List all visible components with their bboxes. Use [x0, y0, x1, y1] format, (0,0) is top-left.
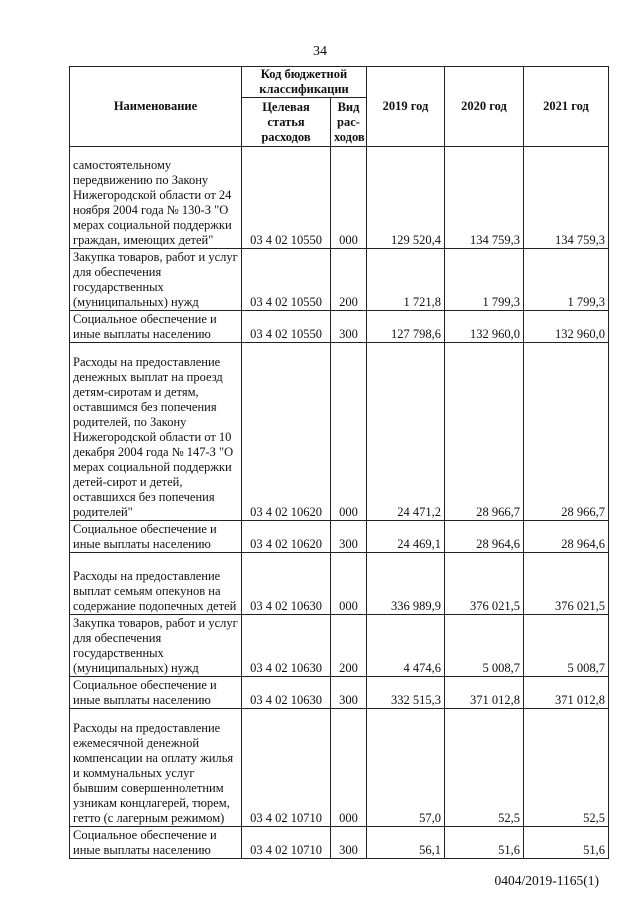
row-name: Закупка товаров, работ и услуг для обеспечения государственных (муниципальных) нужд: [70, 615, 242, 677]
row-expense-type: 000: [331, 343, 367, 521]
row-name: Расходы на предоставление выплат семьям опекунов на содержание подопечных детей: [70, 553, 242, 615]
row-expense-type: 300: [331, 677, 367, 709]
row-code: 03 4 02 10710: [242, 827, 331, 859]
row-2021: 52,5: [524, 709, 609, 827]
row-2020: 51,6: [445, 827, 524, 859]
row-2021: 376 021,5: [524, 553, 609, 615]
row-name: Расходы на предоставление денежных выплат на проезд детям-сиротам и детям, оставшимся без попечения родителей, по Закону Нижегородской области от 10 декабря 2004 года № 147-З "О мерах социальной поддержки детей-сирот и детей, оставшихся без попечения родителей": [70, 343, 242, 521]
row-2019: 4 474,6: [367, 615, 445, 677]
table-row: [70, 709, 609, 827]
table-row: [70, 147, 609, 249]
row-expense-type: 300: [331, 521, 367, 553]
row-2021: 5 008,7: [524, 615, 609, 677]
row-2019: 57,0: [367, 709, 445, 827]
row-2021: 1 799,3: [524, 249, 609, 311]
row-name: Социальное обеспечение и иные выплаты населению: [70, 311, 242, 343]
row-2021: 134 759,3: [524, 147, 609, 249]
row-name: Социальное обеспечение и иные выплаты населению: [70, 827, 242, 859]
header-budget-code: Код бюджетной классификации: [242, 67, 367, 98]
row-code: 03 4 02 10630: [242, 677, 331, 709]
table-row: [70, 677, 609, 709]
row-expense-type: 300: [331, 311, 367, 343]
row-2020: 376 021,5: [445, 553, 524, 615]
row-name: Расходы на предоставление ежемесячной денежной компенсации на оплату жилья и коммунальных услуг бывшим совершеннолетним узникам концлагерей, тюрем, гетто (с лагерным режимом): [70, 709, 242, 827]
row-2019: 1 721,8: [367, 249, 445, 311]
row-2020: 52,5: [445, 709, 524, 827]
table-row: [70, 311, 609, 343]
row-2021: 28 966,7: [524, 343, 609, 521]
row-expense-type: 000: [331, 709, 367, 827]
table-row: [70, 249, 609, 311]
header-2020: 2020 год: [445, 67, 524, 147]
row-2020: 371 012,8: [445, 677, 524, 709]
row-code: 03 4 02 10710: [242, 709, 331, 827]
row-code: 03 4 02 10630: [242, 553, 331, 615]
row-code: 03 4 02 10550: [242, 147, 331, 249]
table-row: [70, 553, 609, 615]
row-2019: 56,1: [367, 827, 445, 859]
row-expense-type: 200: [331, 249, 367, 311]
row-2019: 24 471,2: [367, 343, 445, 521]
row-name: Закупка товаров, работ и услуг для обеспечения государственных (муниципальных) нужд: [70, 249, 242, 311]
table-row: [70, 615, 609, 677]
page-number: 34: [313, 44, 327, 59]
row-code: 03 4 02 10550: [242, 249, 331, 311]
header-target-article: Целевая статья расходов: [242, 98, 331, 147]
row-2020: 1 799,3: [445, 249, 524, 311]
table-row: [70, 343, 609, 521]
row-name: Социальное обеспечение и иные выплаты населению: [70, 521, 242, 553]
row-2021: 371 012,8: [524, 677, 609, 709]
row-expense-type: 300: [331, 827, 367, 859]
row-2019: 336 989,9: [367, 553, 445, 615]
row-2020: 5 008,7: [445, 615, 524, 677]
header-expense-type: Вид рас-ходов: [331, 98, 367, 147]
row-2021: 28 964,6: [524, 521, 609, 553]
row-2020: 132 960,0: [445, 311, 524, 343]
row-2020: 28 964,6: [445, 521, 524, 553]
row-code: 03 4 02 10620: [242, 343, 331, 521]
row-name: самостоятельному передвижению по Закону Нижегородской области от 24 ноября 2004 года № 130-З "О мерах социальной поддержки граждан, имеющих детей": [70, 147, 242, 249]
row-expense-type: 200: [331, 615, 367, 677]
row-code: 03 4 02 10620: [242, 521, 331, 553]
row-2019: 127 798,6: [367, 311, 445, 343]
row-2019: 129 520,4: [367, 147, 445, 249]
row-2021: 51,6: [524, 827, 609, 859]
document-number: 0404/2019-1165(1): [494, 873, 599, 888]
row-expense-type: 000: [331, 553, 367, 615]
row-2019: 24 469,1: [367, 521, 445, 553]
header-2019: 2019 год: [367, 67, 445, 147]
row-2020: 28 966,7: [445, 343, 524, 521]
table-row: [70, 521, 609, 553]
row-2020: 134 759,3: [445, 147, 524, 249]
row-code: 03 4 02 10550: [242, 311, 331, 343]
row-code: 03 4 02 10630: [242, 615, 331, 677]
header-2021: 2021 год: [524, 67, 609, 147]
table-row: [70, 827, 609, 859]
header-name: Наименование: [70, 67, 242, 147]
row-2021: 132 960,0: [524, 311, 609, 343]
row-2019: 332 515,3: [367, 677, 445, 709]
row-expense-type: 000: [331, 147, 367, 249]
budget-table: [69, 66, 609, 859]
row-name: Социальное обеспечение и иные выплаты населению: [70, 677, 242, 709]
